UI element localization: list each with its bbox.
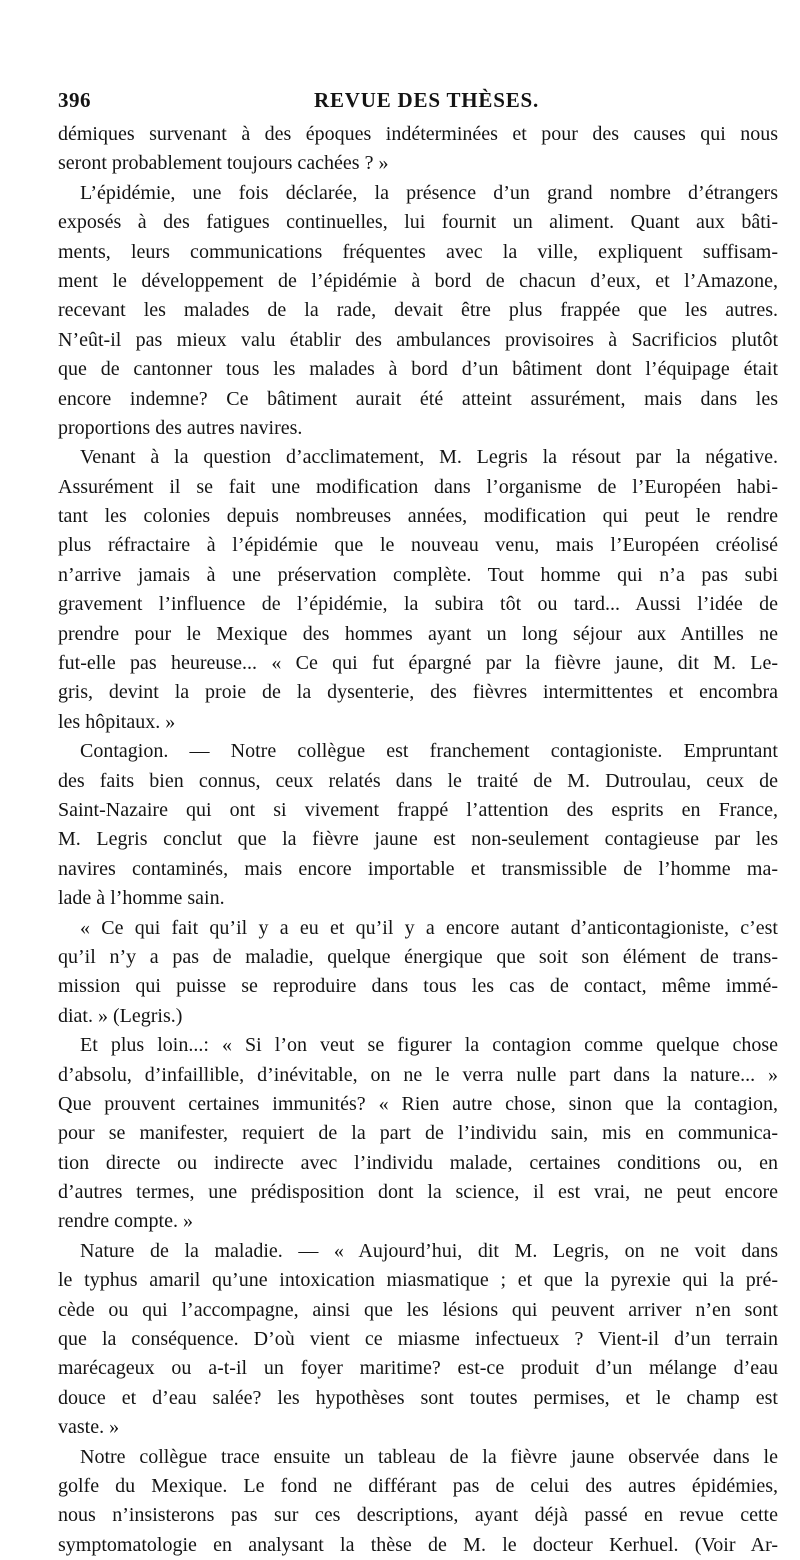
text-line: Assurément il se fait une modification dans l’organisme de l’Européen habi- [58, 475, 778, 498]
text-line: mission qui puisse se reproduire dans tous les cas de contact, même immé- [58, 975, 778, 998]
text-line: Notre collègue trace ensuite un tableau de la fièvre jaune observée dans le [80, 1445, 778, 1468]
body-text [58, 120, 778, 1560]
text-line: Venant à la question d’acclimatement, M. Legris la résout par la négative. [80, 446, 778, 469]
text-line: que la conséquence. D’où vient ce miasme infectueux ? Vient-il d’un terrain [58, 1328, 778, 1351]
text-line: pour se manifester, requiert de la part de l’individu sain, mis en communica- [58, 1122, 778, 1145]
running-head [58, 88, 778, 114]
text-line: démiques survenant à des époques indéterminées et pour des causes qui nous [58, 123, 778, 145]
text-line: seront probablement toujours cachées ? » [58, 152, 389, 175]
text-line: tant les colonies depuis nombreuses années, modification qui peut le rendre [58, 505, 778, 528]
text-line: N’eût-il pas mieux valu établir des ambulances provisoires à Sacrificios plutôt [58, 328, 778, 351]
text-line: n’arrive jamais à une préservation complète. Tout homme qui n’a pas subi [58, 563, 778, 586]
text-line: golfe du Mexique. Le fond ne différant pas de celui des autres épidémies, [58, 1474, 778, 1497]
text-line: proportions des autres navires. [58, 416, 303, 439]
text-line: des faits bien connus, ceux relatés dans le traité de M. Dutroulau, ceux de [58, 769, 778, 792]
text-line: M. Legris conclut que la fièvre jaune est non-seulement contagieuse par les [58, 828, 778, 851]
text-line: prendre pour le Mexique des hommes ayant un long séjour aux Antilles ne [58, 622, 778, 645]
text-line: « Ce qui fait qu’il y a eu et qu’il y a encore autant d’anticontagioniste, c’est [80, 916, 778, 939]
text-line: fut-elle pas heureuse... « Ce qui fut épargné par la fièvre jaune, dit M. Le- [58, 652, 778, 675]
text-line: vaste. » [58, 1416, 120, 1439]
text-line: symptomatologie en analysant la thèse de M. le docteur Kerhuel. (Voir Ar- [58, 1533, 778, 1556]
text-line: Saint-Nazaire qui ont si vivement frappé l’attention des esprits en France, [58, 798, 778, 821]
journal-title: REVUE DES THÈSES. [314, 88, 540, 112]
text-line: lade à l’homme sain. [58, 887, 225, 910]
text-line: gris, devint la proie de la dysenterie, des fièvres intermittentes et encombra [58, 681, 778, 704]
text-line: d’absolu, d’infaillible, d’inévitable, on ne le verra nulle part dans la nature... » [58, 1063, 778, 1086]
text-line: Que prouvent certaines immunités? « Rien autre chose, sinon que la contagion, [58, 1092, 778, 1115]
text-line: marécageux ou a-t-il un foyer maritime? est-ce produit d’un mélange d’eau [58, 1357, 778, 1380]
text-line: nous n’insisterons pas sur ces descriptions, ayant déjà passé en revue cette [58, 1504, 778, 1527]
text-line: plus réfractaire à l’épidémie que le nouveau venu, mais l’Européen créolisé [58, 534, 778, 557]
text-line: exposés à des fatigues continuelles, lui fournit un aliment. Quant aux bâti- [58, 211, 778, 234]
text-line: diat. » (Legris.) [58, 1004, 183, 1027]
text-line: Contagion. — Notre collègue est franchement contagioniste. Empruntant [80, 740, 778, 763]
text-line: recevant les malades de la rade, devait être plus frappée que les autres. [58, 299, 778, 322]
text-line: cède ou qui l’accompagne, ainsi que les lésions qui peuvent arriver n’en sont [58, 1298, 778, 1321]
page-number: 396 [58, 88, 91, 112]
text-line: les hôpitaux. » [58, 710, 176, 733]
text-line: gravement l’influence de l’épidémie, la subira tôt ou tard... Aussi l’idée de [58, 593, 778, 616]
text-line: navires contaminés, mais encore importable et transmissible de l’homme ma- [58, 857, 778, 880]
text-line: L’épidémie, une fois déclarée, la présence d’un grand nombre d’étrangers [80, 181, 778, 204]
text-line: le typhus amaril qu’une intoxication miasmatique ; et que la pyrexie qui la pré- [58, 1269, 778, 1292]
text-line: tion directe ou indirecte avec l’individu malade, certaines conditions ou, en [58, 1151, 778, 1174]
text-line: douce et d’eau salée? les hypothèses sont toutes permises, et le champ est [58, 1386, 778, 1409]
text-line: Nature de la maladie. — « Aujourd’hui, dit M. Legris, on ne voit dans [80, 1239, 778, 1262]
text-line: qu’il n’y a pas de maladie, quelque énergique que soit son élément de trans- [58, 945, 778, 968]
text-line: ments, leurs communications fréquentes avec la ville, expliquent suffisam- [58, 240, 778, 263]
text-line: d’autres termes, une prédisposition dont la science, il est vrai, ne peut encore [58, 1181, 778, 1204]
text-line: que de cantonner tous les malades à bord d’un bâtiment dont l’équipage était [58, 358, 778, 381]
text-line: Et plus loin...: « Si l’on veut se figurer la contagion comme quelque chose [80, 1034, 778, 1057]
text-line: encore indemne? Ce bâtiment aurait été atteint assurément, mais dans les [58, 387, 778, 410]
text-line: rendre compte. » [58, 1210, 193, 1233]
text-line: ment le développement de l’épidémie à bord de chacun d’eux, et l’Amazone, [58, 269, 778, 292]
